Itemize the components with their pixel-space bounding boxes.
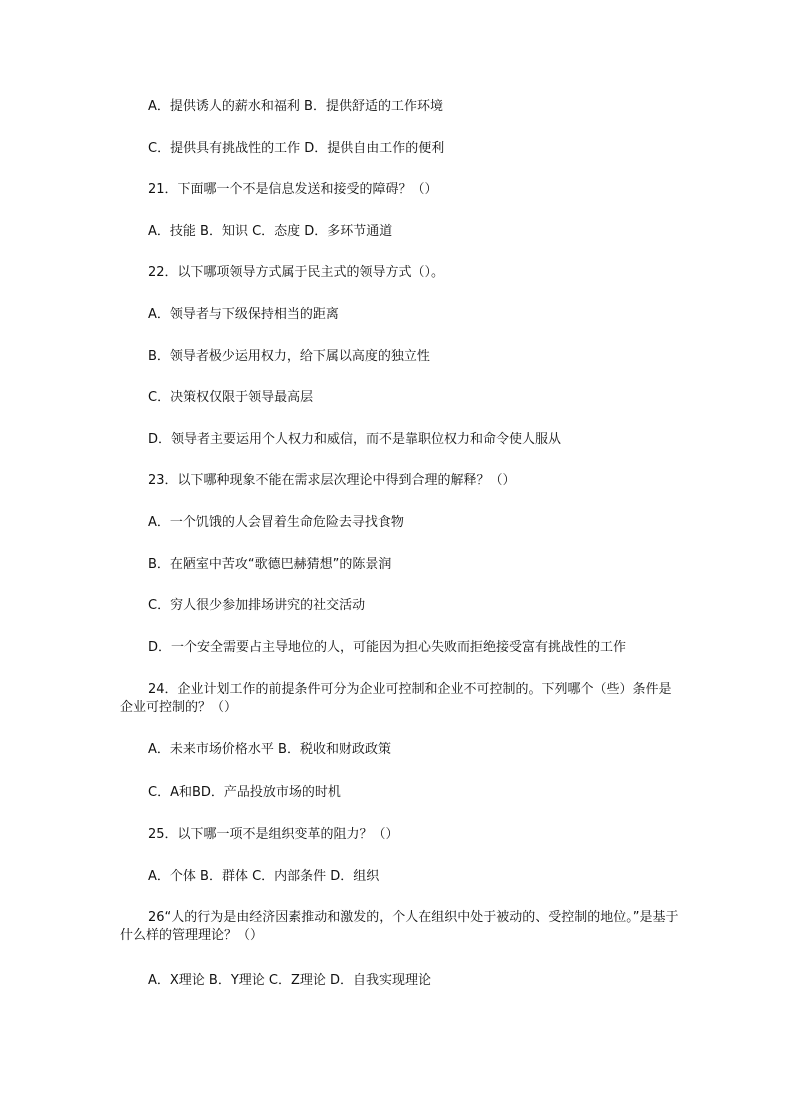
option-q22-c: C．决策权仅限于领导最高层 (148, 390, 314, 405)
options-q26: A．X理论 B．Y理论 C．Z理论 D．自我实现理论 (148, 973, 432, 988)
options-q21: A．技能 B．知识 C．态度 D．多环节通道 (148, 224, 393, 239)
option-q23-d: D．一个安全需要占主导地位的人，可能因为担心失败而拒绝接受富有挑战性的工作 (148, 640, 627, 655)
option-q23-a: A．一个饥饿的人会冒着生命危险去寻找食物 (148, 515, 404, 530)
option-q23-b: B．在陋室中苦攻“歌德巴赫猜想”的陈景润 (148, 557, 392, 572)
question-25: 25．以下哪一项不是组织变革的阻力？（） (148, 827, 399, 842)
question-26: 26“人的行为是由经济因素推动和激发的，个人在组织中处于被动的、受控制的地位。”是基于什么样的管理理论？（） (120, 910, 679, 943)
options-q25: A．个体 B．群体 C．内部条件 D．组织 (148, 869, 380, 884)
option-q23-c: C．穷人很少参加排场讲究的社交活动 (148, 598, 366, 613)
question-21: 21．下面哪一个不是信息发送和接受的障碍？（） (148, 182, 438, 197)
option-q22-d: D．领导者主要运用个人权力和威信，而不是靠职位权力和命令使人服从 (148, 432, 562, 447)
question-24: 24．企业计划工作的前提条件可分为企业可控制和企业不可控制的。下列哪个（些）条件是企业可控制的？（） (120, 682, 672, 715)
question-22: 22．以下哪项领导方式属于民主式的领导方式（）。 (148, 265, 445, 280)
option-q22-a: A．领导者与下级保持相当的距离 (148, 307, 339, 322)
option-line-q20-ab: A．提供诱人的薪水和福利 B．提供舒适的工作环境 (148, 99, 443, 114)
option-line-q20-cd: C．提供具有挑战性的工作 D．提供自由工作的便利 (148, 141, 445, 156)
question-23: 23．以下哪种现象不能在需求层次理论中得到合理的解释？（） (148, 473, 516, 488)
options-q24-ab: A．未来市场价格水平 B．税收和财政政策 (148, 742, 391, 757)
option-q22-b: B．领导者极少运用权力，给下属以高度的独立性 (148, 349, 430, 364)
options-q24-cd: C．A和BD．产品投放市场的时机 (148, 785, 341, 800)
